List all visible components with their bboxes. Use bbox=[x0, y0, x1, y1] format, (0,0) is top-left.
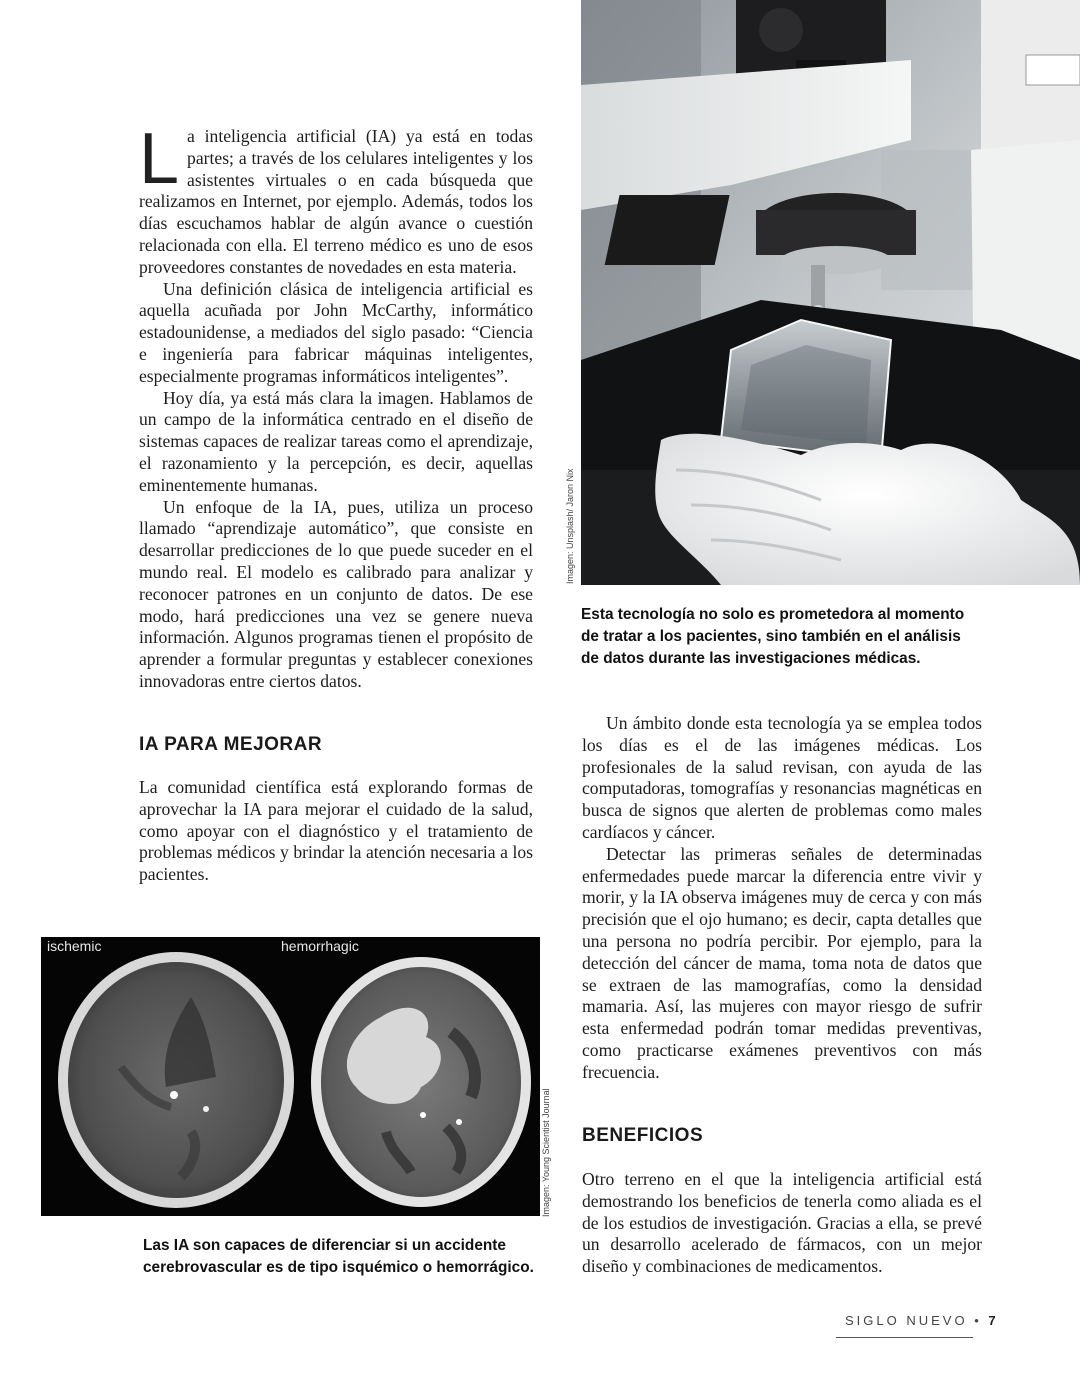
publication-name: SIGLO NUEVO bbox=[845, 1313, 968, 1328]
page-number: 7 bbox=[988, 1313, 996, 1328]
ct-scan-graphic bbox=[41, 937, 540, 1216]
page-folio bbox=[845, 1313, 996, 1328]
photo-credit-lab: Imagen: Unsplash/ Jaron Nix bbox=[565, 468, 575, 584]
folio-separator: • bbox=[974, 1313, 982, 1328]
intro-paragraph-3: Hoy día, ya está más clara la imagen. Hablamos de un campo de la informática centrado en el diseño de sistemas capaces de realizar tareas como el aprendizaje, el razonamiento y la percepción, es decir, aquellas eminentemente humanas. bbox=[139, 387, 533, 495]
folio-underline bbox=[836, 1337, 973, 1338]
section-heading-beneficios: BENEFICIOS bbox=[582, 1125, 704, 1146]
section1-text bbox=[139, 777, 533, 886]
column2-paragraph-2: Detectar las primeras señales de determinadas enfermedades puede marcar la diferencia entre vivir y morir, y la IA observa imágenes muy de cerca y con más precisión que el ojo humano; es decir, capta detalles que una persona no podría percibir. Por ejemplo, para la detección del cáncer de mama, toma nota de datos que se extraen de las mamografías, como la densidad mamaria. Así, las mujeres con mayor riesgo de sufrir esta enfermedad podrán tomar medidas preventivas, como practicarse exámenes preventivos con más frecuencia. bbox=[582, 843, 982, 1082]
ct-label-hemorrhagic: hemorrhagic bbox=[281, 938, 359, 954]
column2-paragraph-1: Un ámbito donde esta tecnología ya se emplea todos los días es el de las imágenes médicas. Los profesionales de la salud revisan, con ayuda de las computadoras, tomografías y resonancias magnéticas en busca de signos que alerten de problemas como males cardíacos y cáncer. bbox=[582, 713, 982, 842]
drop-cap: L bbox=[139, 119, 180, 199]
intro-text bbox=[139, 119, 533, 693]
section1-paragraph-1: La comunidad científica está explorando formas de aprovechar la IA para mejorar el cuidado de la salud, como apoyar con el diagnóstico y el tratamiento de problemas médicos y brindar la atención necesaria a los pacientes. bbox=[139, 777, 533, 885]
ct-scan-image bbox=[41, 937, 540, 1216]
lab-microscope-photo bbox=[581, 0, 1080, 585]
photo-caption-ct: Las IA son capaces de diferenciar si un accidente cerebrovascular es de tipo isquémico o hemorrágico. bbox=[143, 1237, 534, 1276]
photo-caption-lab: Esta tecnología no solo es prometedora al momento de tratar a los pacientes, sino también en el análisis de datos durante las investigaciones médicas. bbox=[581, 606, 965, 667]
photo-credit-ct: Imagen: Young Scientist Journal bbox=[541, 1088, 551, 1217]
ct-label-ischemic: ischemic bbox=[47, 938, 102, 954]
section-heading-ia-para-mejorar: IA PARA MEJORAR bbox=[139, 734, 323, 755]
intro-paragraph-1: a inteligencia artificial (IA) ya está en todas partes; a través de los celulares inteligentes y los asistentes virtuales o en cada búsqueda que realizamos en Internet, por ejemplo. Además, todos los días escuchamos hablar de algún avance o cuestión relacionada con ella. El terreno médico es uno de esos proveedores constantes de novedades en esta materia. bbox=[139, 126, 533, 277]
section2-text bbox=[582, 1169, 982, 1278]
intro-paragraph-4: Un enfoque de la IA, pues, utiliza un proceso llamado “aprendizaje automático”, que consiste en desarrollar predicciones de lo que puede suceder en el mundo real. El modelo es calibrado para analizar y reconocer patrones en un conjunto de datos. De ese modo, hará predicciones una vez se genere nueva información. Algunos programas tienen el propósito de aprender a formular preguntas y establecer conexiones innovadoras entre ciertos datos. bbox=[139, 496, 533, 691]
intro-paragraph-2: Una definición clásica de inteligencia artificial es aquella acuñada por John McCarthy, informático estadounidense, a mediados del siglo pasado: “Ciencia e ingeniería para fabricar máquinas inteligentes, especialmente programas informáticos inteligentes”. bbox=[139, 278, 533, 386]
section2-paragraph-1: Otro terreno en el que la inteligencia artificial está demostrando los beneficios de tenerla como aliada es el de los estudios de investigación. Gracias a ella, se prevé un desarrollo acelerado de fármacos, con un mejor diseño y combinaciones de medicamentos. bbox=[582, 1169, 982, 1277]
column2-text bbox=[582, 713, 982, 1084]
